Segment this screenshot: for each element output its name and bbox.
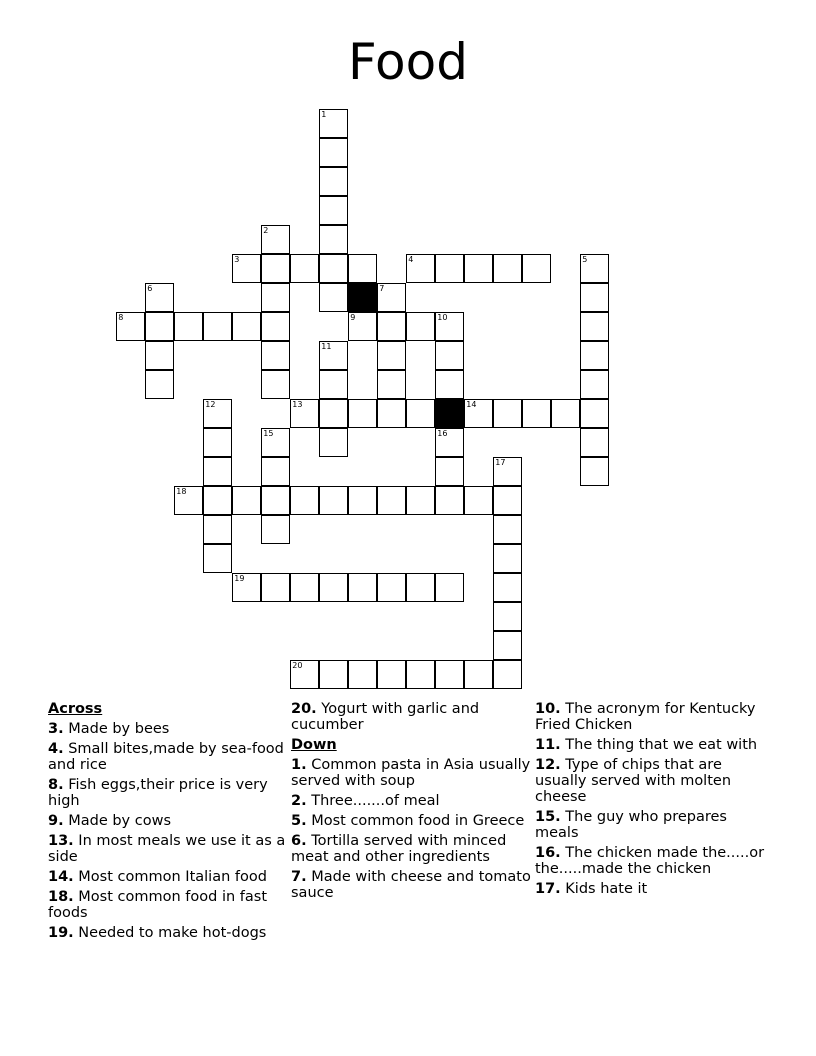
grid-cell[interactable] [261,254,290,283]
clue-number-label: 6. [291,833,307,849]
grid-cell[interactable] [435,660,464,689]
grid-cell[interactable] [377,283,406,312]
clue-number-label: 13. [48,833,74,849]
grid-cell[interactable] [319,225,348,254]
clue-text: Most common Italian food [78,869,267,885]
grid-cell[interactable] [203,457,232,486]
grid-cell[interactable] [261,515,290,544]
grid-cell[interactable] [377,341,406,370]
grid-cell[interactable] [319,660,348,689]
grid-cell[interactable] [290,660,319,689]
clue-number: 10 [437,313,448,323]
grid-cell[interactable] [377,486,406,515]
grid-cell[interactable] [348,573,377,602]
clue-down [535,881,775,897]
grid-cell[interactable] [261,486,290,515]
clue-text: Three.......of meal [311,793,440,809]
grid-cell[interactable] [174,312,203,341]
grid-cell[interactable] [493,631,522,660]
grid-cell[interactable] [319,341,348,370]
clue-number: 17 [495,458,506,468]
grid-cell[interactable] [493,573,522,602]
clue-text: Most common food in fast foods [48,889,268,921]
clue-down [291,833,531,865]
grid-cell[interactable] [319,486,348,515]
clue-across [48,813,288,829]
grid-cell[interactable] [145,312,174,341]
grid-cell[interactable] [406,486,435,515]
grid-cell[interactable] [435,312,464,341]
clue-number: 18 [176,487,187,497]
grid-cell[interactable] [145,370,174,399]
clue-number: 11 [321,342,332,352]
clue-across [48,869,288,885]
clue-number-label: 18. [48,889,74,905]
grid-cell[interactable] [261,225,290,254]
clue-number-label: 8. [48,777,64,793]
clue-down [291,793,531,809]
clue-number-label: 10. [535,701,561,717]
clue-number: 7 [379,284,385,294]
grid-cell[interactable] [493,399,522,428]
grid-cell[interactable] [319,138,348,167]
grid-cell[interactable] [261,283,290,312]
grid-cell[interactable] [464,399,493,428]
clue-number: 15 [263,429,274,439]
grid-cell[interactable] [145,283,174,312]
clues-column-2 [291,701,531,905]
grid-cell[interactable] [493,515,522,544]
grid-cell[interactable] [493,486,522,515]
grid-cell[interactable] [464,660,493,689]
grid-cell[interactable] [319,167,348,196]
grid-cell[interactable] [406,312,435,341]
black-cell [435,399,464,428]
grid-cell[interactable] [319,399,348,428]
grid-cell[interactable] [319,428,348,457]
clue-number-label: 5. [291,813,307,829]
clue-down [535,845,775,877]
grid-cell[interactable] [319,370,348,399]
clue-across [48,777,288,809]
across-heading: Across [48,701,103,717]
clue-number: 20 [292,661,303,671]
clue-number-label: 9. [48,813,64,829]
grid-cell[interactable] [261,312,290,341]
clue-number-label: 2. [291,793,307,809]
grid-cell[interactable] [319,283,348,312]
grid-cell[interactable] [261,457,290,486]
grid-cell[interactable] [580,370,609,399]
grid-cell[interactable] [348,399,377,428]
grid-cell[interactable] [261,341,290,370]
clue-number: 9 [350,313,356,323]
grid-cell[interactable] [174,486,203,515]
grid-cell[interactable] [493,544,522,573]
clue-text: The guy who prepares meals [535,809,727,841]
grid-cell[interactable] [435,573,464,602]
clue-down [535,737,775,753]
clue-down [291,757,531,789]
grid-cell[interactable] [435,341,464,370]
grid-cell[interactable] [493,602,522,631]
grid-cell[interactable] [580,399,609,428]
grid-cell[interactable] [348,486,377,515]
grid-cell[interactable] [116,312,145,341]
grid-cell[interactable] [348,660,377,689]
grid-cell[interactable] [377,660,406,689]
clue-down [535,701,775,733]
clue-number-label: 3. [48,721,64,737]
grid-cell[interactable] [435,457,464,486]
grid-cell[interactable] [435,370,464,399]
grid-cell[interactable] [551,399,580,428]
clue-number: 1 [321,110,327,120]
grid-cell[interactable] [580,457,609,486]
clue-number: 4 [408,255,414,265]
clue-number-label: 7. [291,869,307,885]
grid-cell[interactable] [580,283,609,312]
clue-number-label: 11. [535,737,561,753]
grid-cell[interactable] [232,254,261,283]
grid-cell[interactable] [319,254,348,283]
grid-cell[interactable] [203,544,232,573]
grid-cell[interactable] [522,254,551,283]
clue-number: 14 [466,400,477,410]
grid-cell[interactable] [377,370,406,399]
clue-text: Needed to make hot-dogs [78,925,267,941]
clue-across [48,925,288,941]
clues-column-1 [48,701,288,945]
clue-text: Kids hate it [565,881,648,897]
grid-cell[interactable] [290,486,319,515]
clue-text: Made by cows [68,813,172,829]
grid-cell[interactable] [493,254,522,283]
clue-number-label: 20. [291,701,317,717]
grid-cell[interactable] [290,399,319,428]
grid-cell[interactable] [580,428,609,457]
clue-across [48,741,288,773]
grid-cell[interactable] [493,457,522,486]
clue-number: 12 [205,400,216,410]
clue-number: 2 [263,226,269,236]
clue-across [291,701,531,733]
clue-down [291,869,531,901]
clue-text: Type of chips that are usually served with molten cheese [535,757,732,805]
black-cell [348,283,377,312]
clue-number: 3 [234,255,240,265]
grid-cell[interactable] [522,399,551,428]
grid-cell[interactable] [319,196,348,225]
clue-number-label: 17. [535,881,561,897]
grid-cell[interactable] [290,254,319,283]
clue-down [291,813,531,829]
grid-cell[interactable] [145,341,174,370]
clue-number-label: 19. [48,925,74,941]
grid-cell[interactable] [406,660,435,689]
grid-cell[interactable] [435,254,464,283]
grid-cell[interactable] [261,428,290,457]
grid-cell[interactable] [377,573,406,602]
grid-cell[interactable] [435,428,464,457]
clue-text: Tortilla served with minced meat and other ingredients [291,833,507,865]
clue-text: Common pasta in Asia usually served with soup [291,757,531,789]
clue-across [48,833,288,865]
grid-cell[interactable] [203,312,232,341]
grid-cell[interactable] [203,428,232,457]
clue-number-label: 15. [535,809,561,825]
clue-number-label: 16. [535,845,561,861]
clue-across [48,889,288,921]
grid-cell[interactable] [406,399,435,428]
grid-cell[interactable] [435,486,464,515]
grid-cell[interactable] [464,254,493,283]
grid-cell[interactable] [377,312,406,341]
clue-down [535,757,775,805]
clue-text: Yogurt with garlic and cucumber [291,701,480,733]
clues-column-3 [535,701,775,901]
grid-cell[interactable] [580,341,609,370]
grid-cell[interactable] [464,486,493,515]
clue-text: In most meals we use it as a side [48,833,286,865]
clue-down [535,809,775,841]
grid-cell[interactable] [348,254,377,283]
grid-cell[interactable] [261,573,290,602]
grid-cell[interactable] [493,660,522,689]
clue-across [48,721,288,737]
grid-cell[interactable] [203,399,232,428]
clue-text: Made by bees [68,721,170,737]
clue-text: The thing that we eat with [565,737,758,753]
clue-text: Made with cheese and tomato sauce [291,869,531,901]
grid-cell[interactable] [377,399,406,428]
clue-text: The chicken made the.....or the.....made the chicken [535,845,765,877]
clue-number: 8 [118,313,124,323]
clue-number: 19 [234,574,245,584]
clue-text: Fish eggs,their price is very high [48,777,268,809]
grid-cell[interactable] [290,573,319,602]
clue-number: 6 [147,284,153,294]
clue-number-label: 12. [535,757,561,773]
grid-cell[interactable] [319,573,348,602]
grid-cell[interactable] [580,254,609,283]
clue-number: 5 [582,255,588,265]
clue-number-label: 14. [48,869,74,885]
grid-cell[interactable] [232,312,261,341]
grid-cell[interactable] [406,573,435,602]
grid-cell[interactable] [319,109,348,138]
down-heading: Down [291,737,337,753]
grid-cell[interactable] [203,515,232,544]
clue-number-label: 4. [48,741,64,757]
puzzle-title: Food [348,33,468,91]
grid-cell[interactable] [232,486,261,515]
grid-cell[interactable] [580,312,609,341]
clue-number: 16 [437,429,448,439]
grid-cell[interactable] [232,573,261,602]
clue-text: Small bites,made by sea-food and rice [48,741,284,773]
grid-cell[interactable] [348,312,377,341]
clue-number: 13 [292,400,303,410]
clue-text: The acronym for Kentucky Fried Chicken [535,701,756,733]
grid-cell[interactable] [406,254,435,283]
clue-number-label: 1. [291,757,307,773]
grid-cell[interactable] [261,370,290,399]
clue-text: Most common food in Greece [311,813,525,829]
grid-cell[interactable] [203,486,232,515]
